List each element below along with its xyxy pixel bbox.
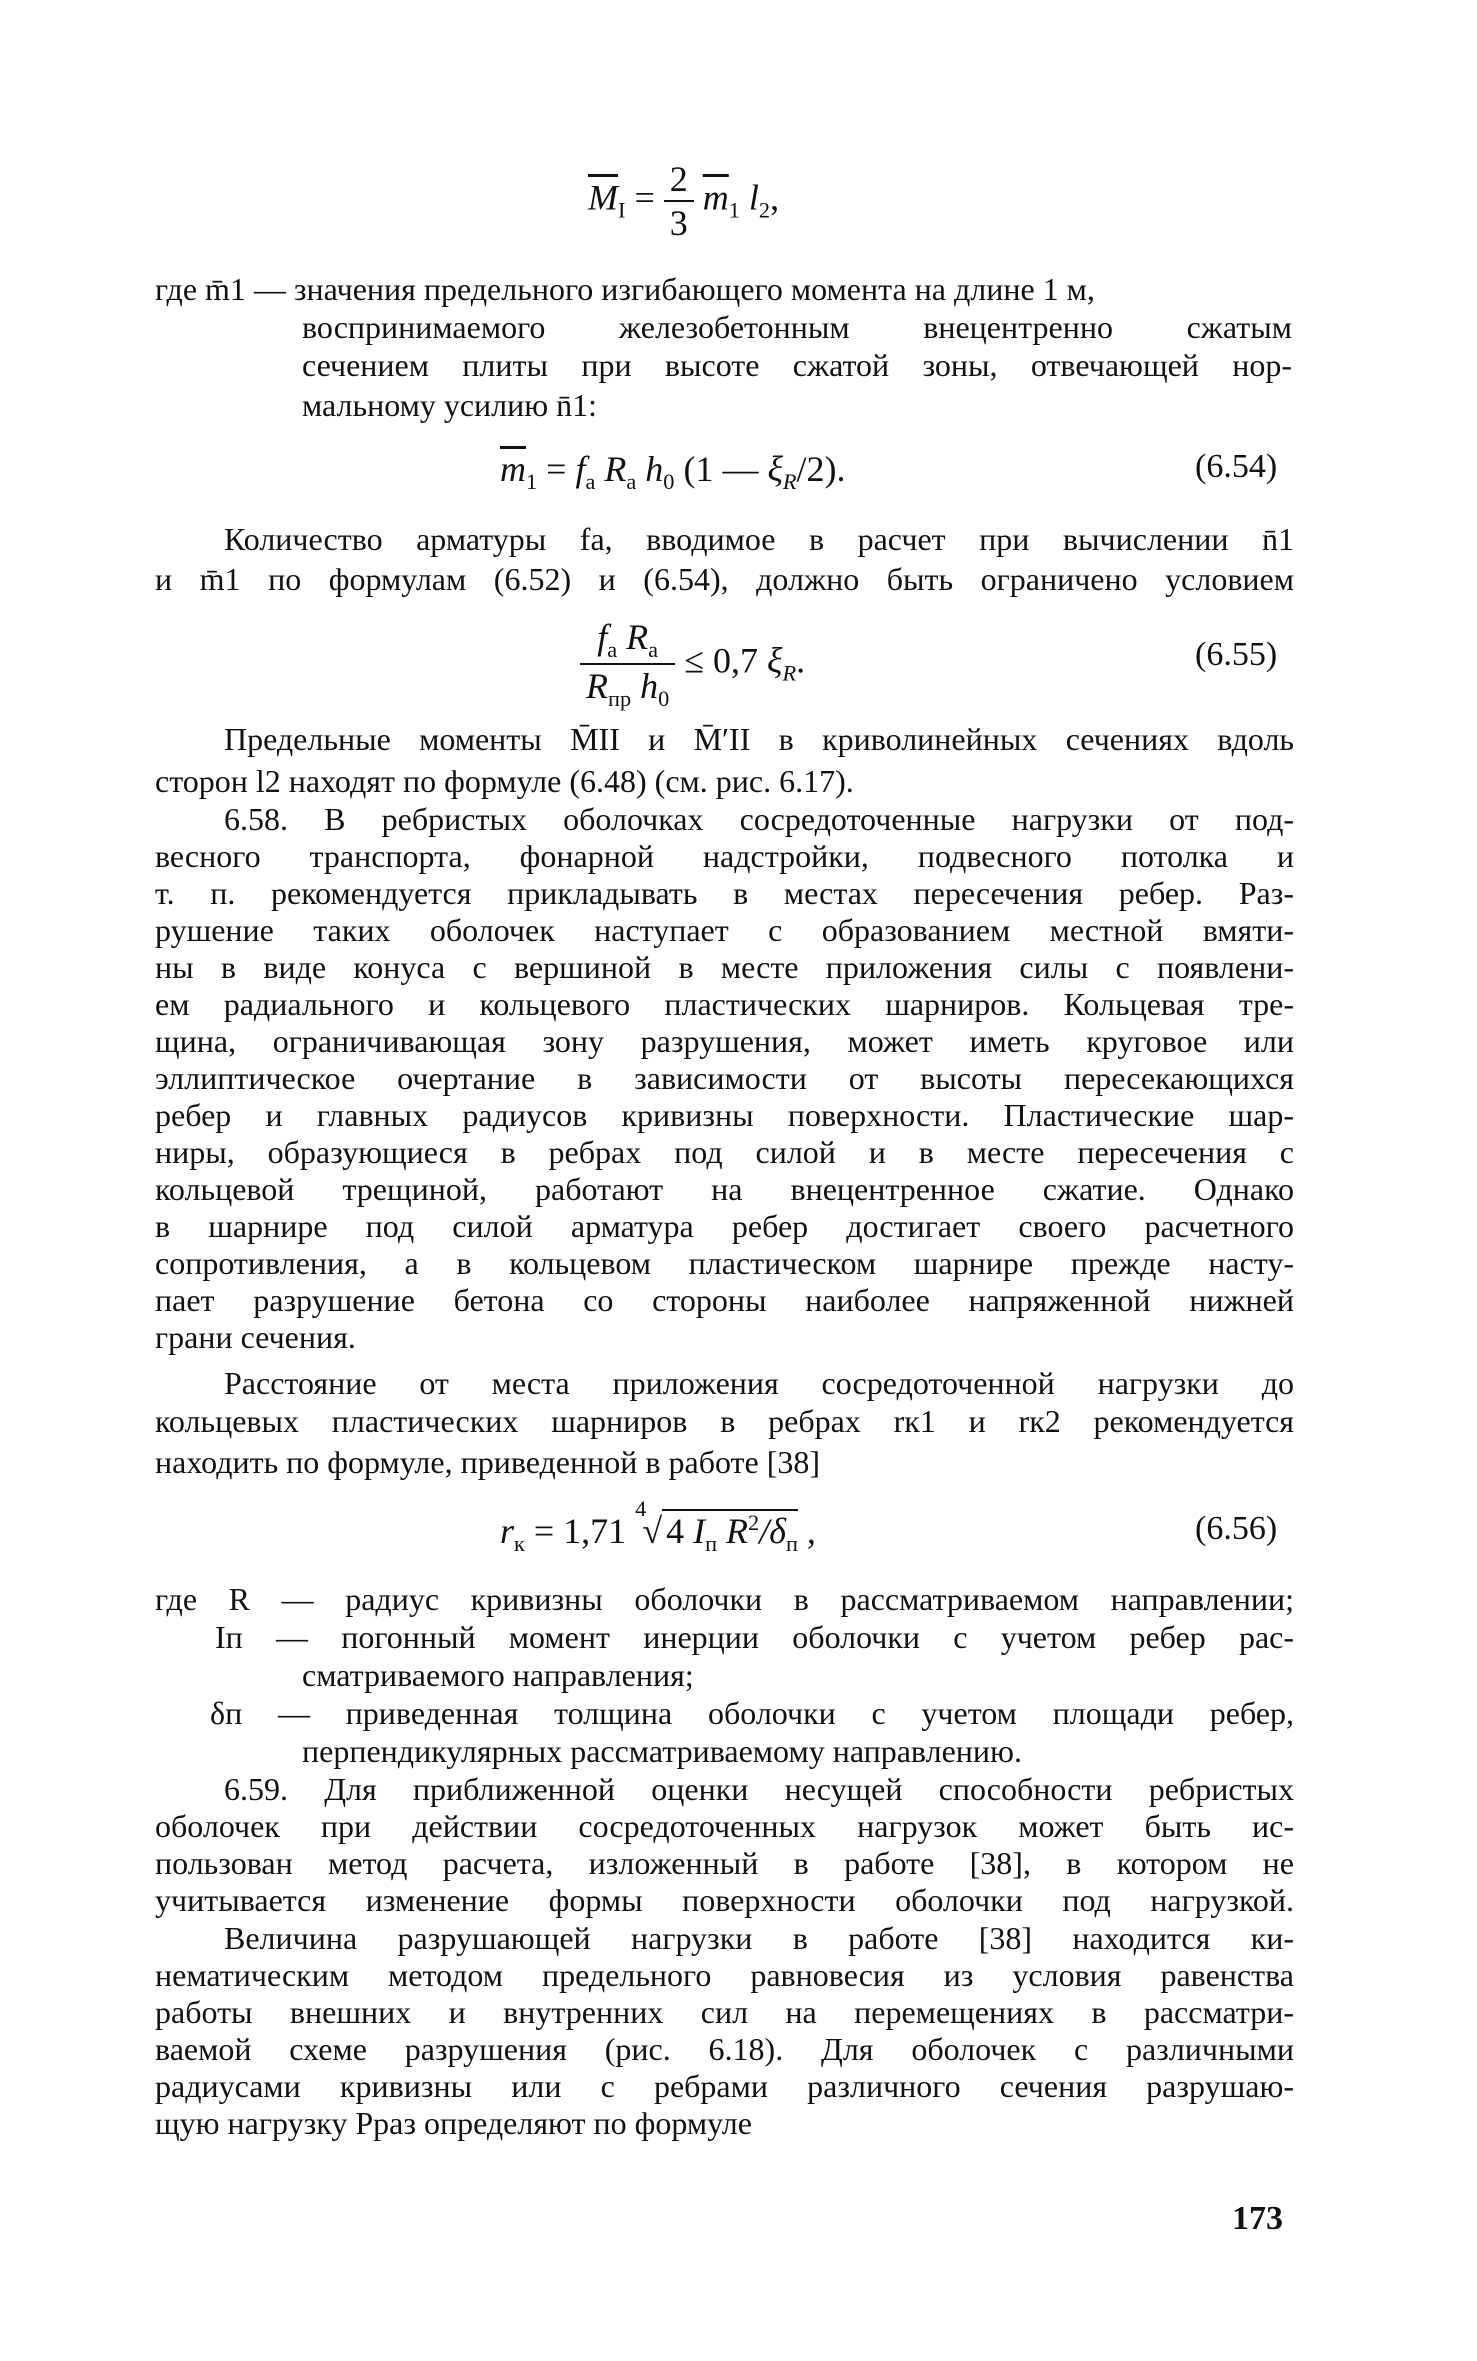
para6-line-6: щую нагрузку Pраз определяют по формуле xyxy=(155,2105,752,2141)
para3-line-6: ем радиального и кольцевого пластических шарниров. Кольцевая тре- xyxy=(155,986,1294,1022)
where2-line-1: где R — радиус кривизны оболочки в рассматриваемом направлении; xyxy=(155,1581,1294,1617)
para6-line-1: Величина разрушающей нагрузки в работе [38] находится ки- xyxy=(224,1920,1294,1956)
formula-6-54: $\overline{m}_1 = f_a$ $R_a$ $h_0$ (1 — $\xi_R/2$). xyxy=(500,449,846,495)
para2-line-1: Предельные моменты M̄II и M̄′II в криволинейных сечениях вдоль xyxy=(224,721,1294,757)
where1-line-3: сечением плиты при высоте сжатой зоны, отвечающей нор- xyxy=(302,347,1292,383)
para3-line-4: рушение таких оболочек наступает с образованием местной вмяти- xyxy=(155,912,1294,948)
para3-line-7: щина, ограничивающая зону разрушения, может иметь круговое или xyxy=(155,1023,1294,1059)
para1-line-2: и m̄1 по формулам (6.52) и (6.54), должно быть ограничено условием xyxy=(155,561,1294,597)
para3-line-1: 6.58. В ребристых оболочках сосредоточенные нагрузки от под- xyxy=(224,801,1294,837)
where1-line-4: мальному усилию n̄1: xyxy=(302,387,598,423)
para6-line-5: радиусами кривизны или с ребрами различного сечения разрушаю- xyxy=(155,2068,1294,2104)
para3-line-2: весного транспорта, фонарной надстройки, подвесного потолка и xyxy=(155,838,1294,874)
formula-mi: $\overline{M}_I$ = $\frac{2}{3}$ $\overline{m}_1$ $l_2$, xyxy=(588,159,780,243)
eq-number-6-54: (6.54) xyxy=(1195,448,1278,485)
para3-line-9: ребер и главных радиусов кривизны поверхности. Пластические шар- xyxy=(155,1097,1294,1133)
formula-top-text: M̄ xyxy=(0,0,1,1)
where1-line-2: воспринимаемого железобетонным внецентренно сжатым xyxy=(302,309,1292,345)
para3-line-5: ны в виде конуса с вершиной в месте приложения силы с появлени- xyxy=(155,949,1294,985)
para4-line-2: кольцевых пластических шарниров в ребрах rк1 и rк2 рекомендуется xyxy=(155,1403,1294,1439)
where2-line-5: перпендикулярных рассматриваемому направлению. xyxy=(302,1733,1022,1769)
para4-line-3: находить по формуле, приведенной в работе [38] xyxy=(155,1444,821,1480)
para6-line-2: нематическим методом предельного равновесия из условия равенства xyxy=(155,1957,1294,1993)
para3-line-11: кольцевой трещиной, работают на внецентренное сжатие. Однако xyxy=(155,1171,1294,1207)
eq-number-6-55: (6.55) xyxy=(1195,636,1278,673)
formula-654-text: m̄ xyxy=(0,0,1,1)
para3-line-10: ниры, образующиеся в ребрах под силой и в месте пересечения с xyxy=(155,1134,1294,1170)
para5-line-4: учитывается изменение формы поверхности оболочки под нагрузкой. xyxy=(155,1882,1294,1918)
page-number: 173 xyxy=(1232,2200,1283,2237)
para3-line-14: пает разрушение бетона со стороны наиболее напряженной нижней xyxy=(155,1282,1294,1318)
eq-number-6-56: (6.56) xyxy=(1195,1510,1278,1547)
formula-655-text: fa xyxy=(0,0,1,1)
para1-line-1: Количество арматуры fa, вводимое в расчет при вычислении n̄1 xyxy=(224,521,1294,557)
formula-6-55: $\frac{f_a R_a}{R_{пр} h_0}$ ≤ 0,7 $\xi_R$. xyxy=(580,616,805,712)
where2-line-2: Iп — погонный момент инерции оболочки с учетом ребер рас- xyxy=(215,1619,1294,1655)
para4-line-1: Расстояние от места приложения сосредоточенной нагрузки до xyxy=(224,1365,1294,1401)
para3-line-3: т. п. рекомендуется прикладывать в местах пересечения ребер. Раз- xyxy=(155,875,1294,911)
where1-line-1: где m̄1 — значения предельного изгибающего момента на длине 1 м, xyxy=(155,271,1095,307)
para3-line-13: сопротивления, а в кольцевом пластическом шарнире прежде насту- xyxy=(155,1245,1294,1281)
para3-line-15: грани сечения. xyxy=(155,1319,356,1355)
para3-line-8: эллиптическое очертание в зависимости от высоты пересекающихся xyxy=(155,1060,1294,1096)
para6-line-3: работы внешних и внутренних сил на перемещениях в рассматри- xyxy=(155,1994,1294,2030)
where2-line-3: сматриваемого направления; xyxy=(302,1657,694,1693)
formula-656-text: rк xyxy=(0,0,1,1)
para6-line-4: ваемой схеме разрушения (рис. 6.18). Для оболочек с различными xyxy=(155,2031,1294,2067)
para3-line-12: в шарнире под силой арматура ребер достигает своего расчетного xyxy=(155,1208,1294,1244)
para5-line-1: 6.59. Для приближенной оценки несущей способности ребристых xyxy=(224,1771,1294,1807)
formula-6-56: $r_к = 1,71$ $^4$√ 4 $I_п$ $R^2/\delta_п$ , xyxy=(500,1496,816,1557)
where2-line-4: δп — приведенная толщина оболочки с учетом площади ребер, xyxy=(210,1695,1294,1731)
para5-line-3: пользован метод расчета, изложенный в работе [38], в котором не xyxy=(155,1845,1294,1881)
para2-line-2: сторон l2 находят по формуле (6.48) (см. рис. 6.17). xyxy=(155,763,854,799)
para5-line-2: оболочек при действии сосредоточенных нагрузок может быть ис- xyxy=(155,1808,1294,1844)
